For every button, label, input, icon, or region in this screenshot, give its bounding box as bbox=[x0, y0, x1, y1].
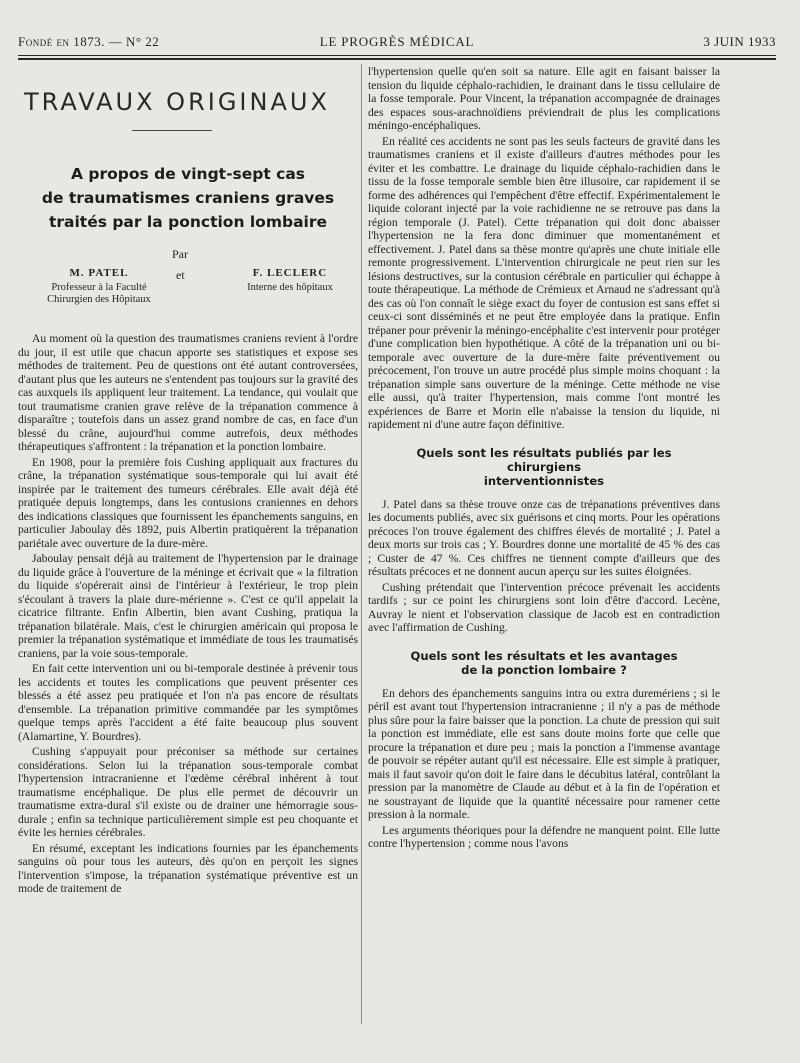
article-title bbox=[18, 162, 358, 234]
section-title: TRAVAUX ORIGINAUX bbox=[24, 88, 330, 116]
byline-par: Par bbox=[172, 247, 188, 261]
paragraph: Au moment où la question des traumatismes craniens revient à l'ordre du jour, il est utile que chacun apporte ses statistiques et expose ses méthodes de traitement. Peu de questions ont été autant controversées, d'autant plus que les auteurs ne s'entendent pas toujours sur la gravité des cas auxquels ils appliquent leur traitement. La tendance, qui voulait que tout traumatisme cranien grave relève de la trépanation commence à disparaître ; toutefois dans un assez grand nombre de cas, en face d'un blessé du crâne, aujourd'hui comme autrefois, deux méthodes thérapeutiques s'affrontent : la trépanation et la ponction lombaire. bbox=[18, 332, 358, 453]
paragraph: Jaboulay pensait déjà au traitement de l'hypertension par le drainage du liquide grâce à l'ouverture de la méninge et écrivait que « la filtration du liquide s'opérerait ainsi de l'intérieur à l'extérieur, le trop plein s'écoulant à travers la plaie dure-mérienne ». C'est ce qu'il appelait la cicatrice filtrante. Enfin Albertin, bien avant Cushing, pratiqua la trépanation bilatérale. Mais, c'est le chirurgien américain qui proposa le premier la trépanation systématique et immédiate de tous les traumatisés craniens, par la voie sous-temporale. bbox=[18, 552, 358, 660]
subheading-line: de la ponction lombaire ? bbox=[461, 662, 627, 677]
author-role bbox=[24, 282, 174, 306]
paragraph: Cushing prétendait que l'intervention précoce prévenait les accidents tardifs ; sur ce point les chirurgiens sont loin d'être d'accord. Lecène, Auvray le nient et l'observation classique de Jacob est en contradiction avec l'affirmation de Cushing. bbox=[368, 580, 720, 634]
subheading-line: interventionnistes bbox=[483, 473, 605, 488]
author-patel bbox=[24, 267, 174, 306]
author-role-line: Chirurgien des Hôpitaux bbox=[47, 294, 151, 305]
author-role-line: Professeur à la Faculté bbox=[51, 282, 147, 293]
header-rule bbox=[18, 55, 776, 56]
paragraph: En résumé, exceptant les indications fournies par les épanchements sanguins où pour tous les auteurs, dès qu'on en perçoit les signes l'intervention s'impose, la trépanation systématique préventive est un mode de traitement de bbox=[18, 841, 358, 895]
title-rule bbox=[132, 130, 212, 131]
paragraph: En 1908, pour la première fois Cushing appliquait aux fractures du crâne, la trépanation systématique sous-temporale qui lui avait été inspirée par le traitement des tumeurs cérébrales. Elle avait déjà été pratiquée depuis longtemps, dans les contusions craniennes en dehors des indications classiques que fournissent les épanchements sanguins, en particulier Jaboulay dès 1892, puis Albertin pratiquèrent la trépanation pariétale avec ouverture de la dure-mère. bbox=[18, 455, 358, 550]
article-title-line: de traumatismes craniens graves bbox=[41, 189, 335, 207]
author-role-line: Interne des hôpitaux bbox=[247, 282, 333, 293]
article-title-line: traités par la ponction lombaire bbox=[48, 213, 328, 231]
column-divider bbox=[361, 64, 362, 1024]
subheading-lumbar-puncture bbox=[388, 649, 700, 677]
journal-name: LE PROGRÈS MÉDICAL bbox=[319, 34, 475, 49]
paragraph: l'hypertension quelle qu'en soit sa nature. Elle agit en faisant baisser la tension du liquide céphalo-rachidien, le drainant dans le tissu cellulaire de la fosse temporale. Pour Vincent, la trépanation accompagnée de drainages des espaces sous-arachnoïdiens préviendrait de plus les complications méningo-encéphaliques. bbox=[368, 65, 720, 132]
author-role bbox=[220, 282, 360, 294]
paragraph: J. Patel dans sa thèse trouve onze cas de trépanations préventives dans les documents publiés, avec six guérisons et cinq morts. Pour les opérations précoces l'on trouve également des chiffres élevés de mortalité ; J. Patel a deux morts sur trois cas ; Y. Bourdres donne une mortalité de 45 % des cas ; Custer de 47 %. Ces chiffres ne tiennent compte d'ailleurs que des résultats précoces et ne donnent aucun aperçu sur les suites éloignées. bbox=[368, 497, 720, 578]
article-title-line: A propos de vingt-sept cas bbox=[70, 165, 306, 183]
paragraph: En réalité ces accidents ne sont pas les seuls facteurs de gravité dans les traumatismes craniens et il existe d'ailleurs d'autres méthodes pour les éviter et les combattre. Le drainage du liquide céphalo-rachidien dans le tissu de la fosse temporale semble bien être illusoire, car rapidement il se forme des adhérences qui l'empêchent d'être effectif. Expérimentalement le liquide colorant injecté par la voie rachidienne ne se retrouve pas dans la région temporale (J. Patel). Cette trépanation qui doit donc abaisser l'hypertension ne la fera donc diminuer que momentanément et effectivement. J. Patel dans sa thèse montre qu'après une chute initiale elle remonte progressivement. L'intervention chirurgicale ne peut rien sur les lésions destructives, sur la contusion cérébrale en particulier qui échappe à toute thérapeutique. La méthode de Crémieux et Arnaud ne s'adressant qu'à des cas où l'on connaît le siège exact du foyer de contusion est sans effet si ceux-ci sont disséminés et ne peut être employée dans la pratique. Enfin trépaner pour prévenir la méningo-encéphalite c'est intervenir pour protéger d'une complication bien hypothétique. A côté de la trépanation uni ou bi-temporale avec ouverture de la dure-mère faite préventivement ou précocement, l'on trouve un autre procédé plus simple moins choquant : la trépanation simple sans ouverture de la méninge. Cette méthode ne vise elle aussi, qu'à traiter l'hypertension, mais comme l'ont montré les expériences de Barre et Morin elle n'abaisse la tension du liquide, ni rapidement ni d'une autre façon définitive. bbox=[368, 134, 720, 431]
founded-issue: Fondé en 1873. — N° 22 bbox=[18, 34, 160, 49]
issue-date: 3 JUIN 1933 bbox=[703, 34, 776, 49]
author-name: M. PATEL bbox=[69, 267, 129, 279]
paragraph: Cushing s'appuyait pour préconiser sa méthode sur certaines considérations. Selon lui la trépanation sous-temporale combat l'hypertension intracranienne et l'œdème cérébral inhérent à tout traumatisme encéphalique. De plus elle permet de découvrir un traumatisme extra-dural s'il existe ou de drainer une hémorragie sous-durale ; enfin sa technique particulièrement simple est peu choquante et évite les hernies cérébrales. bbox=[18, 745, 358, 839]
subheading-line: Quels sont les résultats et les avantages bbox=[410, 648, 678, 663]
right-column-body bbox=[368, 65, 720, 853]
left-column-body bbox=[18, 332, 358, 898]
paragraph: En fait cette intervention uni ou bi-temporale destinée à prévenir tous les accidents et toutes les complications que peuvent présenter ces blessés a été assez peu pratiquée et l'on n'a pas encore de résultats d'ensemble. La trépanation primitive commandée par les symptômes quelque temps après l'accident a été faite beaucoup plus souvent (Alamartine, Y. Bourdres). bbox=[18, 662, 358, 743]
author-name: F. LECLERC bbox=[252, 267, 328, 279]
running-head bbox=[18, 34, 776, 52]
byline-et: et bbox=[176, 268, 185, 282]
subheading-line: Quels sont les résultats publiés par les chirurgiens bbox=[416, 445, 672, 474]
paragraph: Les arguments théoriques pour la défendre ne manquent point. Elle lutte contre l'hypertension ; comme nous l'avons bbox=[368, 823, 720, 850]
paragraph: En dehors des épanchements sanguins intra ou extra duremériens ; si le péril est avant tout l'hypertension intracranienne ; il n'y a pas de méthode plus sûre pour la faire baisser que la ponction. La chute de pression qui suit la ponction est immédiate, elle est sans doute moins forte que celle que procure la trépanation et dure peu ; mais la ponction a l'immense avantage de pouvoir se répéter autant qu'il est nécessaire. Elle est simple à pratiquer, mais il faut savoir qu'on doit le faire dans le décubitus latéral, contrôlant la pression par la manomètre de Claude au début et à la fin de l'opération et ne soustrayant de liquide que la quantité nécessaire pour ramener cette pression à la normale. bbox=[368, 686, 720, 821]
author-leclerc bbox=[220, 267, 360, 294]
subheading-results-surgeons bbox=[388, 446, 700, 488]
header-rule-thick bbox=[18, 58, 776, 60]
